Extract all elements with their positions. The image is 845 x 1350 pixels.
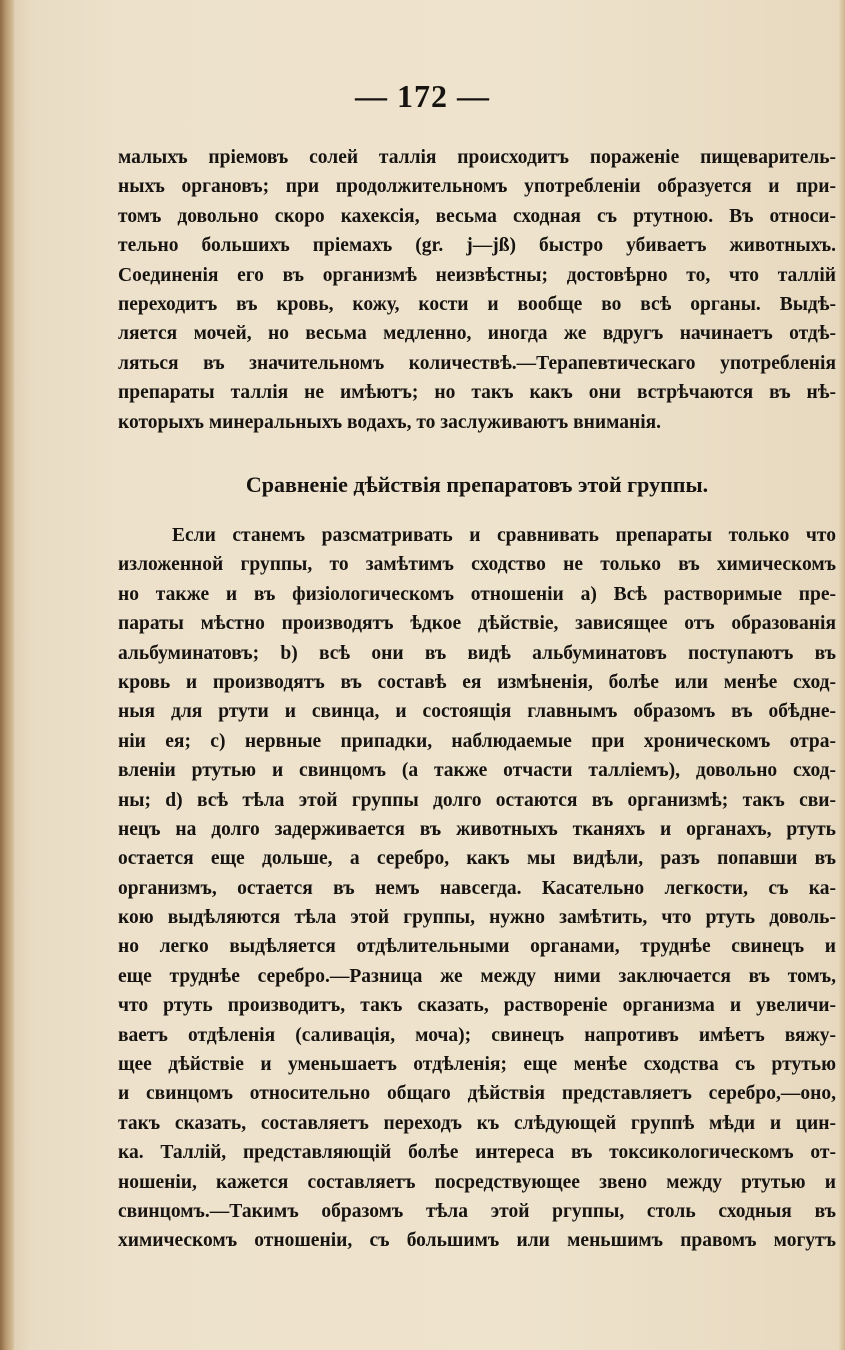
- text-line: альбуминатовъ; b) всѣ они въ видѣ альбуминатовъ поступаютъ въ: [118, 642, 836, 664]
- text-line: что ртуть производитъ, такъ сказать, раствореніе организма и увеличи-: [118, 995, 836, 1017]
- text-line: ляется мочей, но весьма медленно, иногда же вдругъ начинаетъ отдѣ-: [118, 323, 836, 345]
- text-line: Если станемъ разсматривать и сравнивать препараты только что: [172, 525, 836, 546]
- text-line: изложенной группы, то замѣтимъ сходство не только въ химическомъ: [118, 554, 836, 576]
- text-line: Соединенія его въ организмѣ неизвѣстны; достовѣрно то, что таллій: [118, 264, 836, 286]
- text-line: ныхъ органовъ; при продолжительномъ употребленіи образуется и при-: [118, 176, 836, 198]
- text-line: ляться въ значительномъ количествѣ.—Терапевтическаго употребленія: [118, 352, 836, 374]
- text-line: щее дѣйствіе и уменьшаетъ отдѣленія; еще менѣе сходства съ ртутью: [118, 1054, 836, 1076]
- text-line: химическомъ отношеніи, съ большимъ или меньшимъ правомъ могутъ: [118, 1230, 836, 1252]
- text-line: ка. Таллій, представляющій болѣе интереса въ токсикологическомъ от-: [118, 1142, 836, 1164]
- text-line: ныя для ртути и свинца, и состоящія главнымъ образомъ въ обѣдне-: [118, 701, 836, 723]
- text-line: но легко выдѣляется отдѣлительными органами, труднѣе свинецъ и: [118, 936, 836, 958]
- text-line: тельно большихъ пріемахъ (gr. j—jß) быстро убиваетъ животныхъ.: [118, 235, 836, 257]
- text-line: остается еще дольше, а серебро, какъ мы видѣли, разъ попавши въ: [118, 848, 836, 870]
- text-line: которыхъ минеральныхъ водахъ, то заслуживаютъ вниманія.: [118, 411, 662, 433]
- text-line: кою выдѣляются тѣла этой группы, нужно замѣтить, что ртуть доволь-: [118, 907, 836, 929]
- page-number: — 172 —: [355, 78, 490, 114]
- text-line: еще труднѣе серебро.—Разница же между ними заключается въ томъ,: [118, 965, 836, 987]
- text-line: препараты таллія не имѣютъ; но такъ какъ они встрѣчаются въ нѣ-: [118, 382, 836, 404]
- text-line: но также и въ физіологическомъ отношеніи a) Всѣ растворимые пре-: [118, 583, 836, 605]
- text-line: малыхъ пріемовъ солей таллія происходитъ пораженіе пищеваритель-: [118, 147, 836, 168]
- section-heading: Сравненіе дѣйствія препаратовъ этой группы.: [245, 472, 709, 497]
- text-line: переходитъ въ кровь, кожу, кости и вообще во всѣ органы. Выдѣ-: [118, 293, 836, 315]
- text-line: ны; d) всѣ тѣла этой группы долго остаются въ организмѣ; такъ сви-: [118, 789, 836, 811]
- text-line: ніи ея; c) нервные припадки, наблюдаемые при хроническомъ отра-: [118, 730, 836, 752]
- text-line: нецъ на долго задерживается въ животныхъ тканяхъ и органахъ, ртуть: [118, 818, 836, 840]
- paragraph-comparison: [118, 521, 836, 1256]
- binding-edge: [0, 0, 14, 1350]
- text-line: свинцомъ.—Такимъ образомъ тѣла этой ргуппы, столь сходныя въ: [118, 1200, 836, 1222]
- text-line: организмъ, остается въ немъ навсегда. Касательно легкости, съ ка-: [118, 877, 836, 899]
- paragraph-thallium: [118, 143, 836, 437]
- text-line: такъ сказать, составляетъ переходъ къ слѣдующей группѣ мѣди и цин-: [118, 1112, 836, 1134]
- text-line: ношеніи, кажется составляетъ посредствующее звено между ртутью и: [118, 1171, 836, 1193]
- text-line: кровь и производятъ въ составѣ ея измѣненія, болѣе или менѣе сход-: [118, 671, 836, 693]
- text-line: параты мѣстно производятъ ѣдкое дѣйствіе, зависящее отъ образованія: [118, 613, 836, 635]
- page-edge: [839, 0, 845, 1350]
- text-line: и свинцомъ относительно общаго дѣйствія представляетъ серебро,—оно,: [118, 1083, 836, 1105]
- text-line: томъ довольно скоро кахексія, весьма сходная съ ртутною. Въ относи-: [118, 205, 836, 227]
- text-line: ваетъ отдѣленія (саливація, моча); свинецъ напротивъ имѣетъ вяжу-: [118, 1024, 836, 1046]
- text-line: вленіи ртутью и свинцомъ (а также отчасти талліемъ), довольно сход-: [118, 760, 836, 782]
